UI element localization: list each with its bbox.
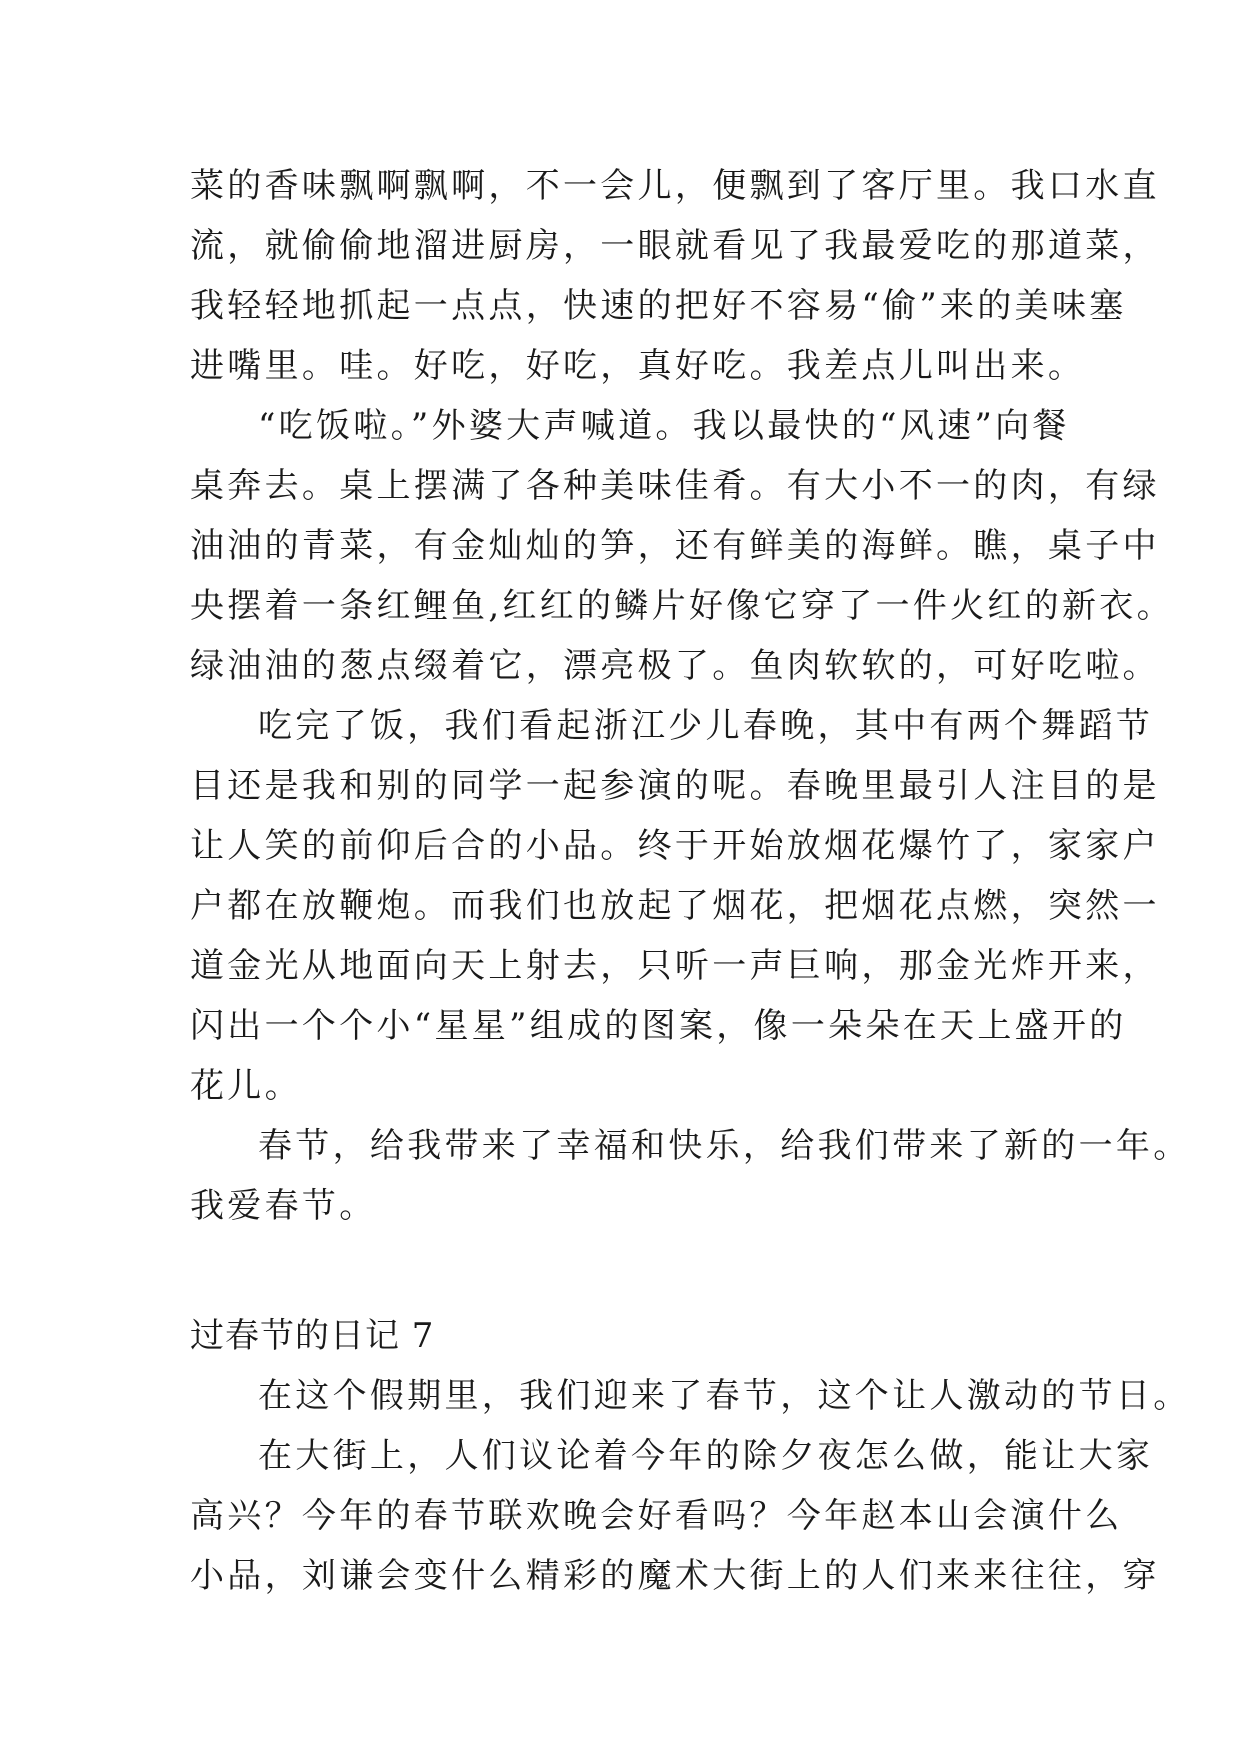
line-text: 在大街上，人们议论着今年的除夕夜怎么做，能让大家 [258,1436,1154,1476]
line-text: “吃饭啦。”外婆大声喊道。我以最快的“风速”向餐 [258,406,1070,446]
line-text: 流，就偷偷地溜进厨房，一眼就看见了我最爱吃的那道菜， [190,226,1160,266]
paragraph-line [0,636,1241,696]
section-heading [0,1306,1241,1366]
paragraph-line [0,1366,1241,1426]
line-text: 道金光从地面向天上射去，只听一声巨响，那金光炸开来， [190,946,1160,986]
line-text: 菜的香味飘啊飘啊，不一会儿，便飘到了客厅里。我口水直 [190,166,1160,206]
line-text: 户都在放鞭炮。而我们也放起了烟花，把烟花点燃，突然一 [190,886,1160,926]
line-text: 吃完了饭，我们看起浙江少儿春晚，其中有两个舞蹈节 [258,706,1154,746]
paragraph-line [0,396,1241,456]
paragraph-line [0,456,1241,516]
paragraph-line [0,1426,1241,1486]
paragraph-line [0,1056,1241,1116]
paragraph-line [0,936,1241,996]
paragraph-line [0,876,1241,936]
line-text: 春节，给我带来了幸福和快乐，给我们带来了新的一年。 [258,1126,1191,1166]
paragraph-line [0,1486,1241,1546]
paragraph-line [0,516,1241,576]
heading-text: 过春节的日记 7 [190,1316,435,1356]
line-text: 央摆着一条红鲤鱼,红红的鳞片好像它穿了一件火红的新衣。 [190,586,1174,626]
paragraph-line [0,1546,1241,1606]
paragraph-line [0,576,1241,636]
line-text: 让人笑的前仰后合的小品。终于开始放烟花爆竹了，家家户 [190,826,1160,866]
paragraph-line [0,276,1241,336]
line-text: 我轻轻地抓起一点点，快速的把好不容易“偷”来的美味塞 [190,286,1127,326]
paragraph-line [0,156,1241,216]
paragraph-line [0,756,1241,816]
line-text: 高兴？今年的春节联欢晚会好看吗？今年赵本山会演什么 [190,1496,1123,1536]
line-text: 进嘴里。哇。好吃，好吃，真好吃。我差点儿叫出来。 [190,346,1086,386]
line-text: 桌奔去。桌上摆满了各种美味佳肴。有大小不一的肉，有绿 [190,466,1160,506]
line-text: 花儿。 [190,1066,302,1106]
line-text: 小品，刘谦会变什么精彩的魔术大街上的人们来来往往，穿 [190,1556,1160,1596]
line-text: 绿油油的葱点缀着它，漂亮极了。鱼肉软软的，可好吃啦。 [190,646,1160,686]
paragraph-line [0,696,1241,756]
paragraph-line [0,216,1241,276]
paragraph-line [0,816,1241,876]
paragraph-line [0,1116,1241,1176]
line-text: 目还是我和别的同学一起参演的呢。春晚里最引人注目的是 [190,766,1160,806]
line-text: 闪出一个个小“星星”组成的图案，像一朵朵在天上盛开的 [190,1006,1127,1046]
paragraph-line [0,996,1241,1056]
line-text: 在这个假期里，我们迎来了春节，这个让人激动的节日。 [258,1376,1191,1416]
paragraph-line [0,336,1241,396]
line-text: 我爱春节。 [190,1186,377,1226]
paragraph-line [0,1176,1241,1236]
line-text: 油油的青菜，有金灿灿的笋，还有鲜美的海鲜。瞧，桌子中 [190,526,1160,566]
